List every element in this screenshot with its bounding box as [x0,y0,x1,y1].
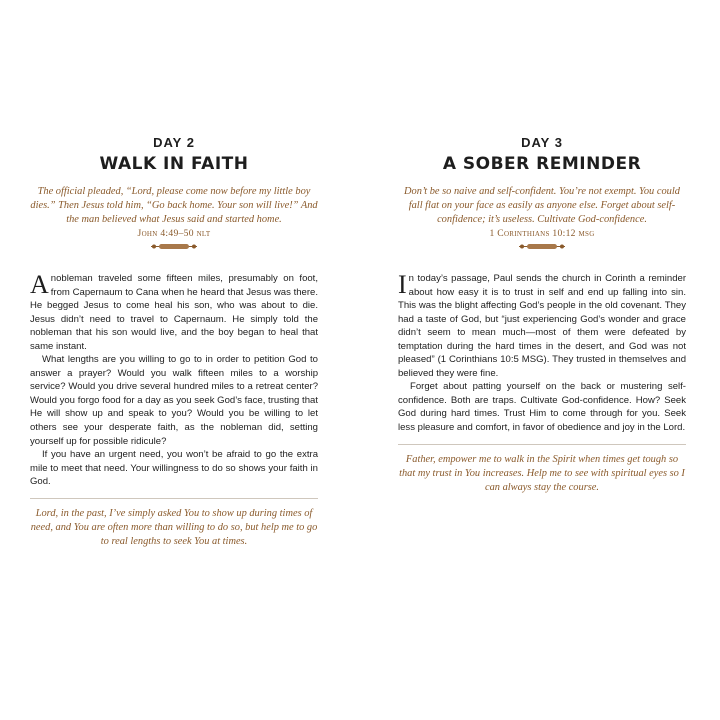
divider [398,444,686,445]
prayer-text: Father, empower me to walk in the Spirit when times get tough so that my trust in You increases. Help me to see with spiritual eyes so I can always stay the course. [399,453,685,493]
drop-cap: I [398,270,407,299]
devotion-body [30,272,318,489]
scroll-ornament-icon [149,243,199,250]
scripture-verse: Don’t be so naive and self-confident. You’re not exempt. You could fall flat on your face as easily as anyone else. Forget about self-confidence; it’s useless. Cultivate God-confidence. [404,186,680,225]
devotion-title: WALK IN FAITH [99,154,249,174]
scroll-ornament-icon [517,243,567,250]
body-paragraph: In today’s passage, Paul sends the church in Corinth a reminder about how easy it is to trust in self and end up falling into sin. This was the blight affecting God’s people in the old covenant. They had a taste of God, but “just experiencing God’s wonder and grace didn’t seem to mean much—most of them were defeated by temptation during the hard times in the desert, and God was not pleased” (1 Corinthians 10:5 MSG). They trusted in themselves and believed they were fine. [398,270,686,379]
day-label: DAY 3 [521,135,563,150]
day-label: DAY 2 [153,135,195,150]
scripture-reference: 1 Corinthians 10:12 msg [489,228,595,239]
left-page [30,135,318,549]
body-paragraph: What lengths are you willing to go to in order to petition God to answer a prayer? Would you walk fifteen miles to a worship service? Would you drive several hundred miles to a retreat center? Would you forgo food for a day as you seek God’s face, trusting that He will show up and speak to you? Would you be willing to let others see your desperate faith, as the nobleman did, setting yourself up for possible ridicule? [30,354,318,447]
drop-cap: A [30,270,49,299]
body-paragraph: If you have an urgent need, you won’t be afraid to go the extra mile to meet that need. Your willingness to do so shows your faith in God. [30,449,318,488]
devotion-body [398,272,686,435]
prayer-text: Lord, in the past, I’ve simply asked You to show up during times of need, and You are often more than willing to do so, but help me to go to real lengths to seek You at times. [30,507,318,547]
divider [30,498,318,499]
right-page [398,135,686,495]
scripture-verse: The official pleaded, “Lord, please come now before my little boy dies.” Then Jesus told him, “Go back home. Your son will live!” And the man believed what Jesus said and started home. [30,186,318,225]
body-paragraph: Anobleman traveled some fifteen miles, presumably on foot, from Capernaum to Cana when he heard that Jesus was there. He begged Jesus to come heal his son, who was about to die. Jesus didn’t need to travel to Capernaum. He simply told the nobleman that his son would live, and the boy began to heal that same instant. [30,270,318,352]
body-paragraph: Forget about patting yourself on the back or mustering self-confidence. Both are traps. Cultivate God-confidence. How? Seek God during hard times. Trust Him to come through for you. Seek less pleasure and comfort, in favor of obedience and joy in the Lord. [398,381,686,434]
devotion-title: A SOBER REMINDER [442,154,642,174]
scripture-reference: John 4:49–50 nlt [137,228,211,239]
